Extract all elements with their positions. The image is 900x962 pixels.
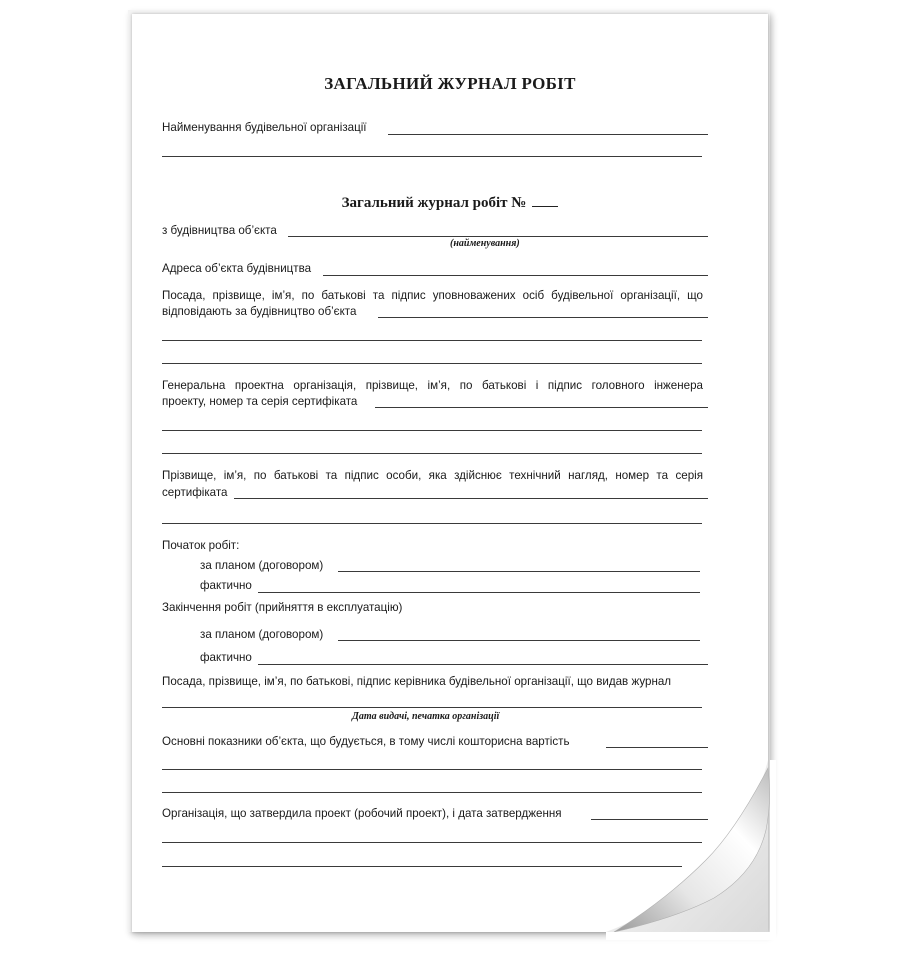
journal-title: Загальний журнал робіт № — [132, 194, 768, 212]
supervisor-line[interactable] — [234, 498, 708, 499]
authorized-line-2[interactable] — [162, 340, 702, 341]
end-planned-line[interactable] — [338, 640, 700, 641]
page-curl-icon — [606, 760, 776, 940]
start-planned-label: за планом (договором) — [200, 559, 324, 572]
end-label: Закінчення робіт (прийняття в експлуатацію) — [162, 601, 403, 614]
start-label: Початок робіт: — [162, 539, 240, 552]
designer-line-3[interactable] — [162, 453, 702, 454]
supervisor-label-2: сертифіката — [162, 486, 228, 499]
address-line[interactable] — [323, 275, 708, 276]
indicators-line[interactable] — [606, 747, 708, 748]
indicators-label: Основні показники об’єкта, що будується, в тому числі кошторисна вартість — [162, 735, 570, 748]
designer-label-2: проекту, номер та серія сертифіката — [162, 395, 358, 408]
org-name-line-2[interactable] — [162, 156, 702, 157]
journal-number-blank[interactable] — [532, 194, 558, 207]
authorized-label-1: Посада, прізвище, ім’я, по батькові та підпис уповноважених осіб будівельної організації, що — [162, 289, 703, 302]
supervisor-line-2[interactable] — [162, 523, 702, 524]
approval-label: Організація, що затвердила проект (робочий проект), і дата затвердження — [162, 807, 562, 820]
authorized-label-2: відповідають за будівництво об’єкта — [162, 305, 357, 318]
designer-line[interactable] — [375, 407, 708, 408]
start-actual-label: фактично — [200, 579, 252, 592]
designer-line-2[interactable] — [162, 430, 702, 431]
name-hint: (найменування) — [450, 238, 520, 249]
start-actual-line[interactable] — [258, 592, 700, 593]
authorized-line[interactable] — [378, 317, 708, 318]
head-label: Посада, прізвище, ім’я, по батькові, підпис керівника будівельної організації, що видав журнал — [162, 675, 672, 688]
head-line[interactable] — [162, 707, 702, 708]
end-actual-label: фактично — [200, 651, 252, 664]
address-label: Адреса об’єкта будівництва — [162, 262, 312, 275]
supervisor-label-1: Прізвище, ім’я, по батькові та підпис особи, яка здійснює технічний нагляд, номер та серія — [162, 469, 703, 482]
document-title: ЗАГАЛЬНИЙ ЖУРНАЛ РОБІТ — [324, 74, 576, 93]
org-name-line[interactable] — [388, 134, 708, 135]
approval-line-3[interactable] — [162, 866, 682, 867]
end-planned-label: за планом (договором) — [200, 628, 324, 641]
object-line[interactable] — [288, 236, 708, 237]
end-actual-line[interactable] — [258, 664, 708, 665]
object-label: з будівництва об’єкта — [162, 224, 277, 237]
designer-label-1: Генеральна проектна організація, прізвище, ім’я, по батькові і підпис головного інженера — [162, 379, 703, 392]
org-name-label: Найменування будівельної організації — [162, 121, 367, 134]
issue-hint: Дата видачі, печатка організації — [352, 711, 500, 722]
start-planned-line[interactable] — [338, 571, 700, 572]
authorized-line-3[interactable] — [162, 363, 702, 364]
